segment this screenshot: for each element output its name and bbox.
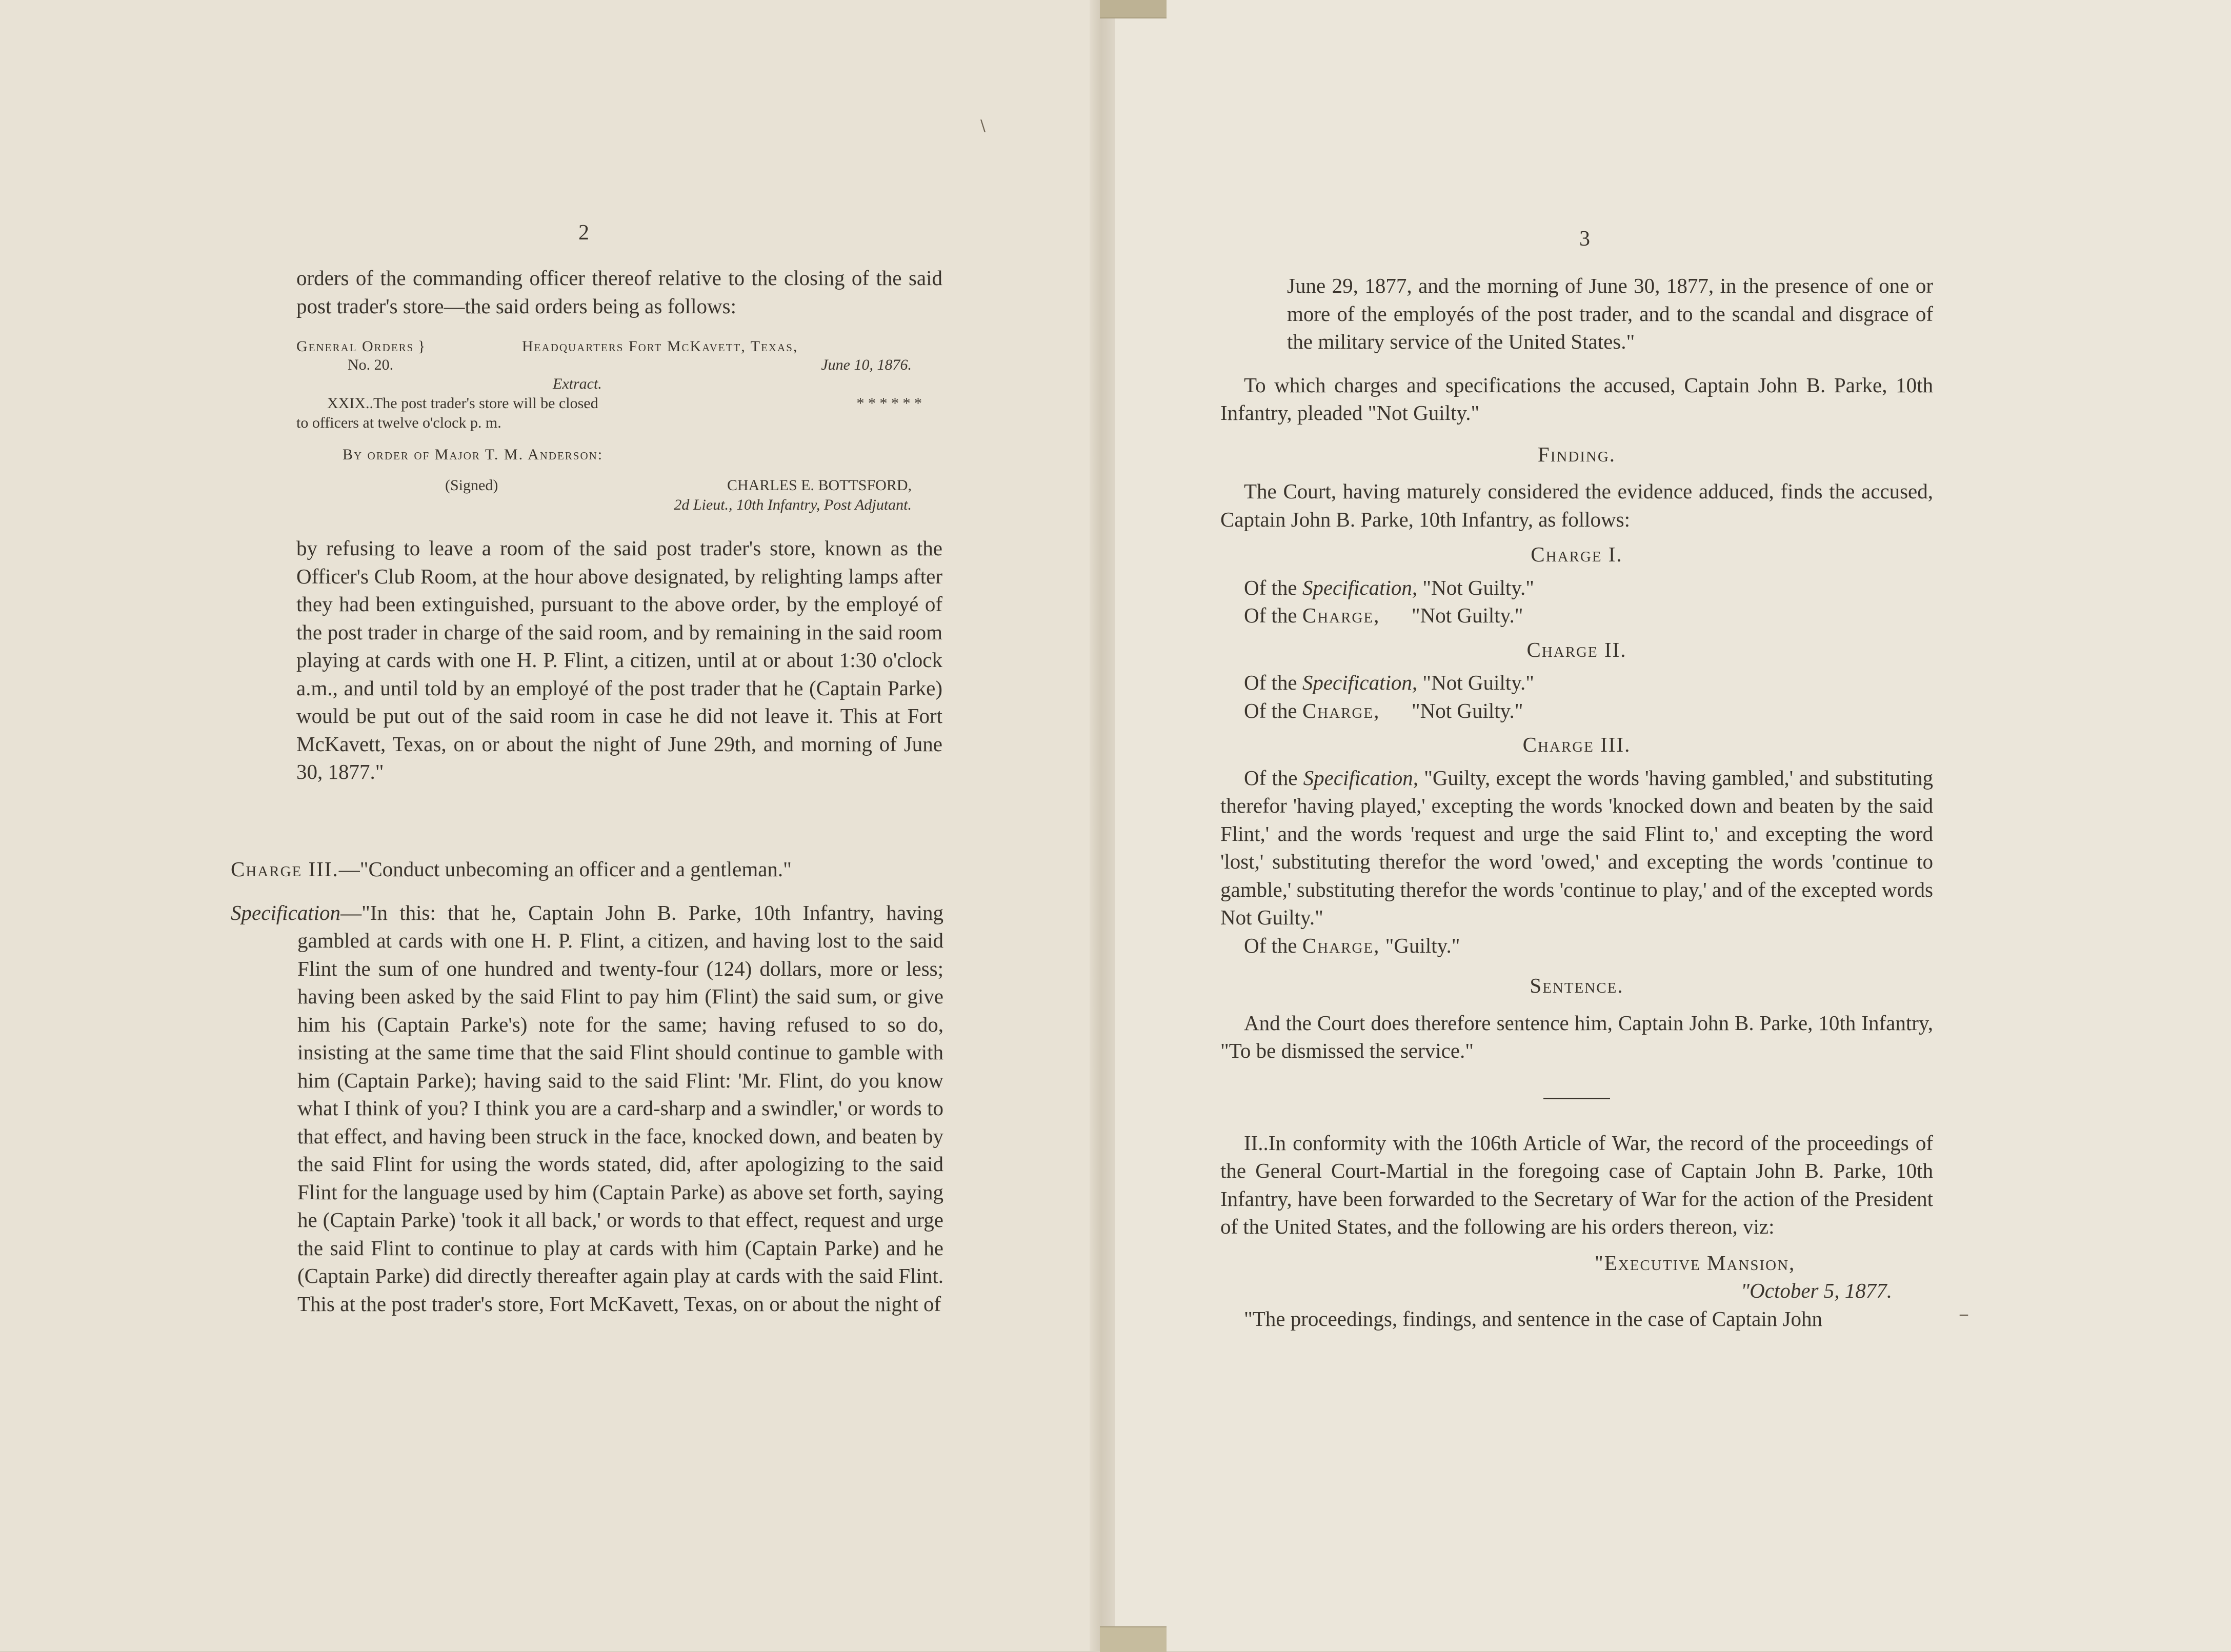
signer-name: CHARLES E. BOTTSFORD, [727, 477, 912, 494]
charge-one-spec-line [1220, 574, 1933, 602]
stray-mark: \ [980, 117, 986, 135]
charge-two-heading: Charge II. [1526, 637, 1627, 661]
headquarters-label: Headquarters Fort McKavett, Texas, [522, 338, 798, 355]
signer-title: 2d Lieut., 10th Infantry, Post Adjutant. [674, 496, 912, 513]
margin-dash: – [1959, 1302, 1969, 1326]
finding-heading: Finding. [1537, 442, 1616, 466]
refusal-paragraph: by refusing to leave a room of the said post trader's store, known as the Officer's Club Room, at the hour above designated, by relighting lamps after they had been extinguished, pursuant to the above order, by the employé of the post trader in charge of the said room, and by remaining in the said room playing at cards with one H. P. Flint, a citizen, until at or about 1:30 o'clock a.m., and until told by an employé of the post trader that he (Captain Parke) would be put out of the said room in case he did not leave it. This at Fort McKavett, Texas, on or about the night of June 29th, and morning of June 30, 1877." [296, 536, 942, 783]
verdict-value: "Guilty." [1385, 933, 1460, 957]
article-of-war-paragraph: II..In conformity with the 106th Article of War, the record of the proceedings of the General Court-Martial in the foregoing case of Captain John B. Parke, 10th Infantry, have been forwarded to the Secretary of War for the action of the President of the United States, and the following are his orders thereon, viz: [1220, 1131, 1933, 1238]
right-text-block [1220, 272, 1933, 1333]
page-number-right: 3 [1579, 227, 1590, 251]
general-order-block [296, 337, 927, 515]
charge-three-heading: Charge III. [1522, 733, 1631, 756]
verdict-value: "Not Guilty." [1411, 698, 1523, 722]
charge-three-spec-paragraph: Of the Specification, "Guilty, except the words 'having gambled,' and substituting therefor 'having played,' excepting the words 'knocked down and beaten by the said Flint,' and the words 'request and urge the said Flint to,' and excepting the word 'lost,' substituting therefor the word 'owed,' and excepting the words 'continue to gamble,' substituting therefor the words 'continue to play,' and of the excepted words Not Guilty." [1220, 765, 1933, 929]
specification-label: Specification, [1302, 671, 1418, 694]
binding-tab-top [1100, 0, 1167, 18]
specification-label: Specification, [1303, 765, 1418, 790]
section-rule [1543, 1098, 1610, 1099]
left-charges-block [231, 855, 943, 1318]
charge-three-spec-text: "Guilty, except the words 'having gambled,' and substituting therefor 'having played,' excepting the words 'knocked down and beaten by the said Flint,' and the words 'request and urge the said Flint to,' and excepting the word 'lost,' substituting therefor the word 'owed,' and excepting the words 'continue to gamble,' substituting therefor the words 'continue to play,' and of the excepted words Not Guilty." [1220, 765, 1933, 929]
of-the-label: Of the [1244, 603, 1302, 627]
final-line: "The proceedings, findings, and sentence in the case of Captain John [1244, 1306, 1822, 1331]
charge-three-text: —"Conduct unbecoming an officer and a gentleman." [338, 857, 792, 881]
charge-label: Charge, [1302, 603, 1380, 627]
specification-label: Specification, [1302, 575, 1418, 599]
plea-paragraph: To which charges and specifications the accused, Captain John B. Parke, 10th Infantry, pleaded "Not Guilty." [1220, 373, 1933, 425]
charge-label: Charge, [1302, 698, 1380, 722]
ellipsis-stars: * * * * * * [856, 395, 922, 412]
charge-three-line [231, 855, 943, 883]
charge-label: Charge, [1302, 933, 1380, 957]
general-orders-label: General Orders [296, 338, 414, 355]
finding-paragraph: The Court, having maturely considered the evidence adduced, finds the accused, Captain John B. Parke, 10th Infantry, as follows: [1220, 479, 1933, 531]
specification-paragraph [231, 899, 943, 1318]
continuation-paragraph: June 29, 1877, and the morning of June 30, 1877, in the presence of one or more of the employés of the post trader, and to the scandal and disgrace of the military service of the United States." [1287, 274, 1933, 353]
charge-two-spec-line [1220, 669, 1933, 697]
of-the-label: Of the [1244, 671, 1302, 694]
book-gutter [1090, 0, 1115, 1651]
verdict-value: "Not Guilty." [1422, 671, 1535, 694]
xxix-line: XXIX..The post trader's store will be closed [327, 395, 598, 412]
order-date: June 10, 1876. [821, 356, 912, 373]
extract-label: Extract. [553, 375, 602, 392]
left-text-block [296, 264, 942, 786]
verdict-value: "Not Guilty." [1422, 575, 1535, 599]
specification-label: Specification [231, 900, 341, 924]
sentence-heading: Sentence. [1530, 974, 1624, 997]
sentence-paragraph: And the Court does therefore sentence him, Captain John B. Parke, 10th Infantry, "To be dismissed the service." [1220, 1011, 1933, 1062]
binding-tab-bottom [1100, 1626, 1167, 1652]
intro-paragraph: orders of the commanding officer thereof relative to the closing of the said post trader's store—the said orders being as follows: [296, 266, 942, 318]
executive-mansion: "Executive Mansion, [1595, 1251, 1796, 1275]
xxix-continuation: to officers at twelve o'clock p. m. [296, 414, 501, 431]
charge-one-heading: Charge I. [1531, 542, 1623, 566]
charge-three-label: Charge III. [231, 857, 339, 881]
charge-three-charge-line: Of the Charge, "Guilty." [1244, 933, 1460, 957]
executive-date: "October 5, 1877. [1740, 1279, 1892, 1302]
order-number: No. 20. [348, 356, 394, 373]
of-the-label: Of the [1244, 575, 1302, 599]
page-number-left: 2 [578, 221, 589, 245]
charge-one-charge-line [1220, 601, 1933, 630]
verdict-value: "Not Guilty." [1411, 603, 1523, 627]
brace: } [417, 338, 426, 355]
signed-label: (Signed) [445, 477, 498, 494]
left-page [0, 0, 1102, 1651]
specification-text: —"In this: that he, Captain John B. Parke, 10th Infantry, having gambled at cards with one H. P. Flint, a citizen, and having lost to the said Flint the sum of one hundred and twenty-four (124) dollars, more or less; having been asked by the said Flint to pay him (Flint) the said sum, or give him his (Captain Parke's) note for the same; having refused to so do, insisting at the same time that the said Flint should continue to gamble with him (Captain Parke); having said to the said Flint: 'Mr. Flint, do you know what I think of you? I think you are a card-sharp and a swindler,' or words to that effect, and having been struck in the face, knocked down, and beaten by the said Flint for using the words stated, did, after apologizing to the said Flint for the language used by him (Captain Parke) as above set forth, saying he (Captain Parke) 'took it all back,' or words to that effect, request and urge the said Flint to continue to play at cards with him (Captain Parke) and he (Captain Parke) did directly thereafter again play at cards with the said Flint. This at the post trader's store, Fort McKavett, Texas, on or about the night of [297, 900, 943, 1316]
by-order-line: By order of Major T. M. Anderson: [343, 446, 604, 463]
charge-two-charge-line [1220, 697, 1933, 725]
of-the-label: Of the [1244, 698, 1302, 722]
